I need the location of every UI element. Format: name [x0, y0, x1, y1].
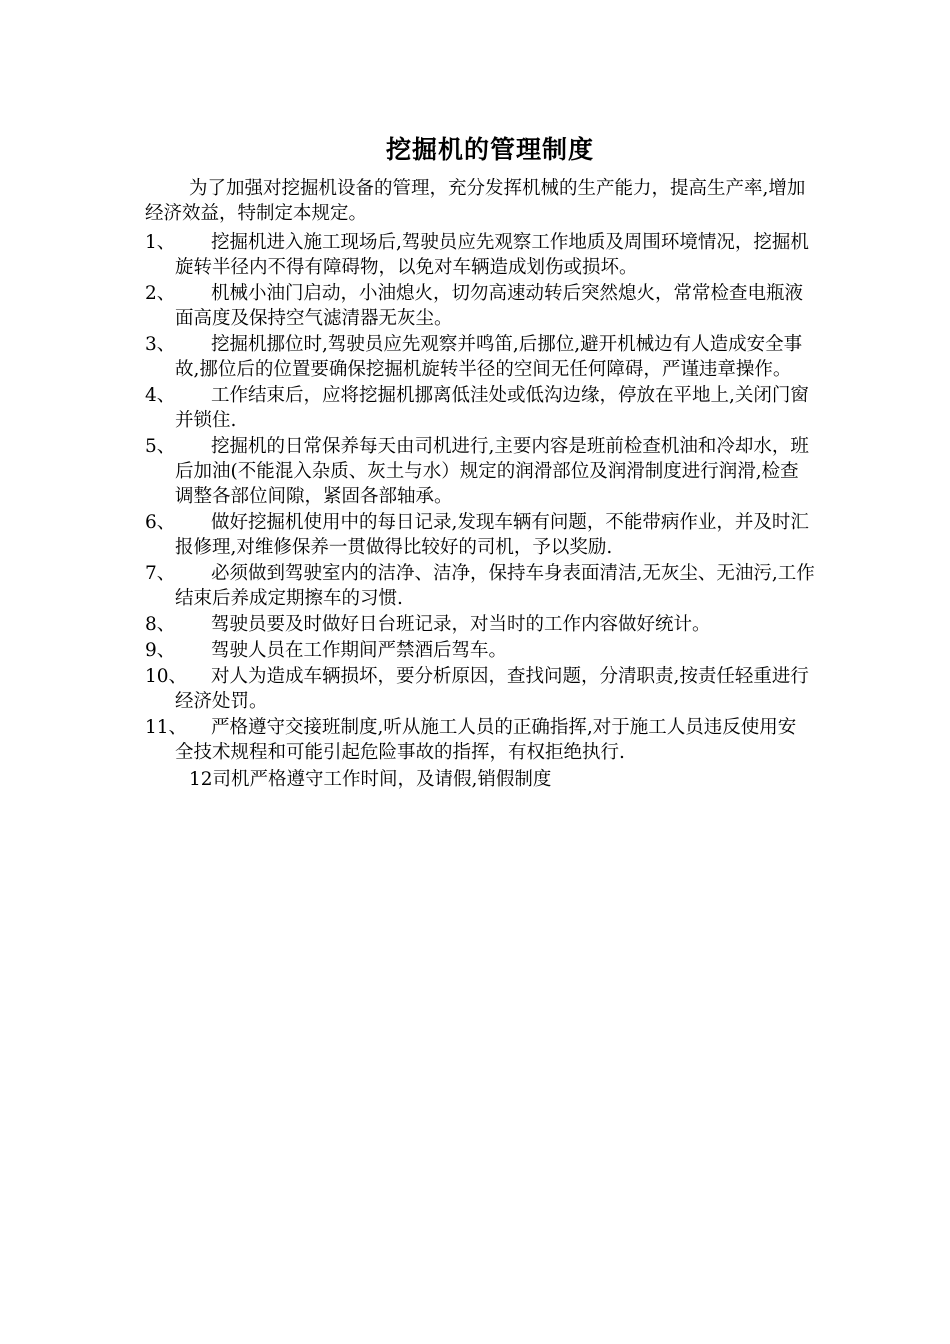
item-number: 7、 — [145, 563, 176, 584]
item-text: 挖掘机的日常保养每天由司机进行,主要内容是班前检查机油和冷却水，班后加油(不能混入杂质、灰土与水）规定的润滑部位及润滑制度进行润滑,检查调整各部位间隙，紧固各部轴承。 — [175, 436, 809, 507]
item-number: 5、 — [145, 436, 176, 457]
intro-paragraph: 为了加强对挖掘机设备的管理，充分发挥机械的生产能力，提高生产率,增加经济效益，特制定本规定。 — [145, 178, 806, 224]
list-item — [145, 510, 811, 560]
item-number: 3、 — [145, 334, 176, 355]
list-item — [145, 281, 811, 331]
document-page — [145, 126, 835, 792]
list-item — [145, 561, 825, 611]
list-item — [145, 434, 811, 509]
rules-list — [145, 230, 835, 765]
item-text: 机械小油门启动，小油熄火，切勿高速动转后突然熄火，常常检查电瓶液面高度及保持空气滤清器无灰尘。 — [175, 283, 804, 329]
item-text: 驾驶员要及时做好日台班记录，对当时的工作内容做好统计。 — [211, 614, 711, 635]
list-item — [145, 230, 811, 280]
list-item — [145, 715, 811, 765]
item-number: 8、 — [145, 614, 176, 635]
document-title: 挖掘机的管理制度 — [385, 135, 594, 164]
item-text: 必须做到驾驶室内的洁净、洁净，保持车身表面清洁,无灰尘、无油污,工作结束后养成定期擦车的习惯. — [175, 563, 815, 609]
item-number: 6、 — [145, 512, 176, 533]
item-number: 1、 — [145, 232, 176, 253]
list-item — [145, 383, 811, 433]
closing-line: 12司机严格遵守工作时间，及请假,销假制度 — [189, 769, 552, 790]
item-number: 10、 — [145, 666, 188, 687]
item-number: 9、 — [145, 640, 176, 661]
list-item — [145, 612, 825, 637]
item-number: 4、 — [145, 385, 176, 406]
list-item — [145, 638, 811, 663]
item-text: 驾驶人员在工作期间严禁酒后驾车。 — [211, 640, 508, 661]
item-text: 挖掘机进入施工现场后,驾驶员应先观察工作地质及周围环境情况，挖掘机旋转半径内不得有障碍物，以免对车辆造成划伤或损坏。 — [175, 232, 809, 278]
item-text: 对人为造成车辆损坏，要分析原因，查找问题，分清职责,按责任轻重进行经济处罚。 — [175, 666, 809, 712]
item-number: 2、 — [145, 283, 176, 304]
list-item — [145, 664, 811, 714]
item-number: 11、 — [145, 717, 188, 738]
item-text: 严格遵守交接班制度,听从施工人员的正确指挥,对于施工人员违反使用安全技术规程和可能引起危险事故的指挥，有权拒绝执行. — [175, 717, 797, 763]
item-text: 工作结束后，应将挖掘机挪离低洼处或低沟边缘，停放在平地上,关闭门窗并锁住. — [175, 385, 809, 431]
item-text: 挖掘机挪位时,驾驶员应先观察并鸣笛,后挪位,避开机械边有人造成安全事故,挪位后的位置要确保挖掘机旋转半径的空间无任何障碍，严谨违章操作。 — [175, 334, 803, 380]
list-item — [145, 332, 811, 382]
item-text: 做好挖掘机使用中的每日记录,发现车辆有问题，不能带病作业，并及时汇报修理,对维修保养一贯做得比较好的司机，予以奖励. — [175, 512, 809, 558]
